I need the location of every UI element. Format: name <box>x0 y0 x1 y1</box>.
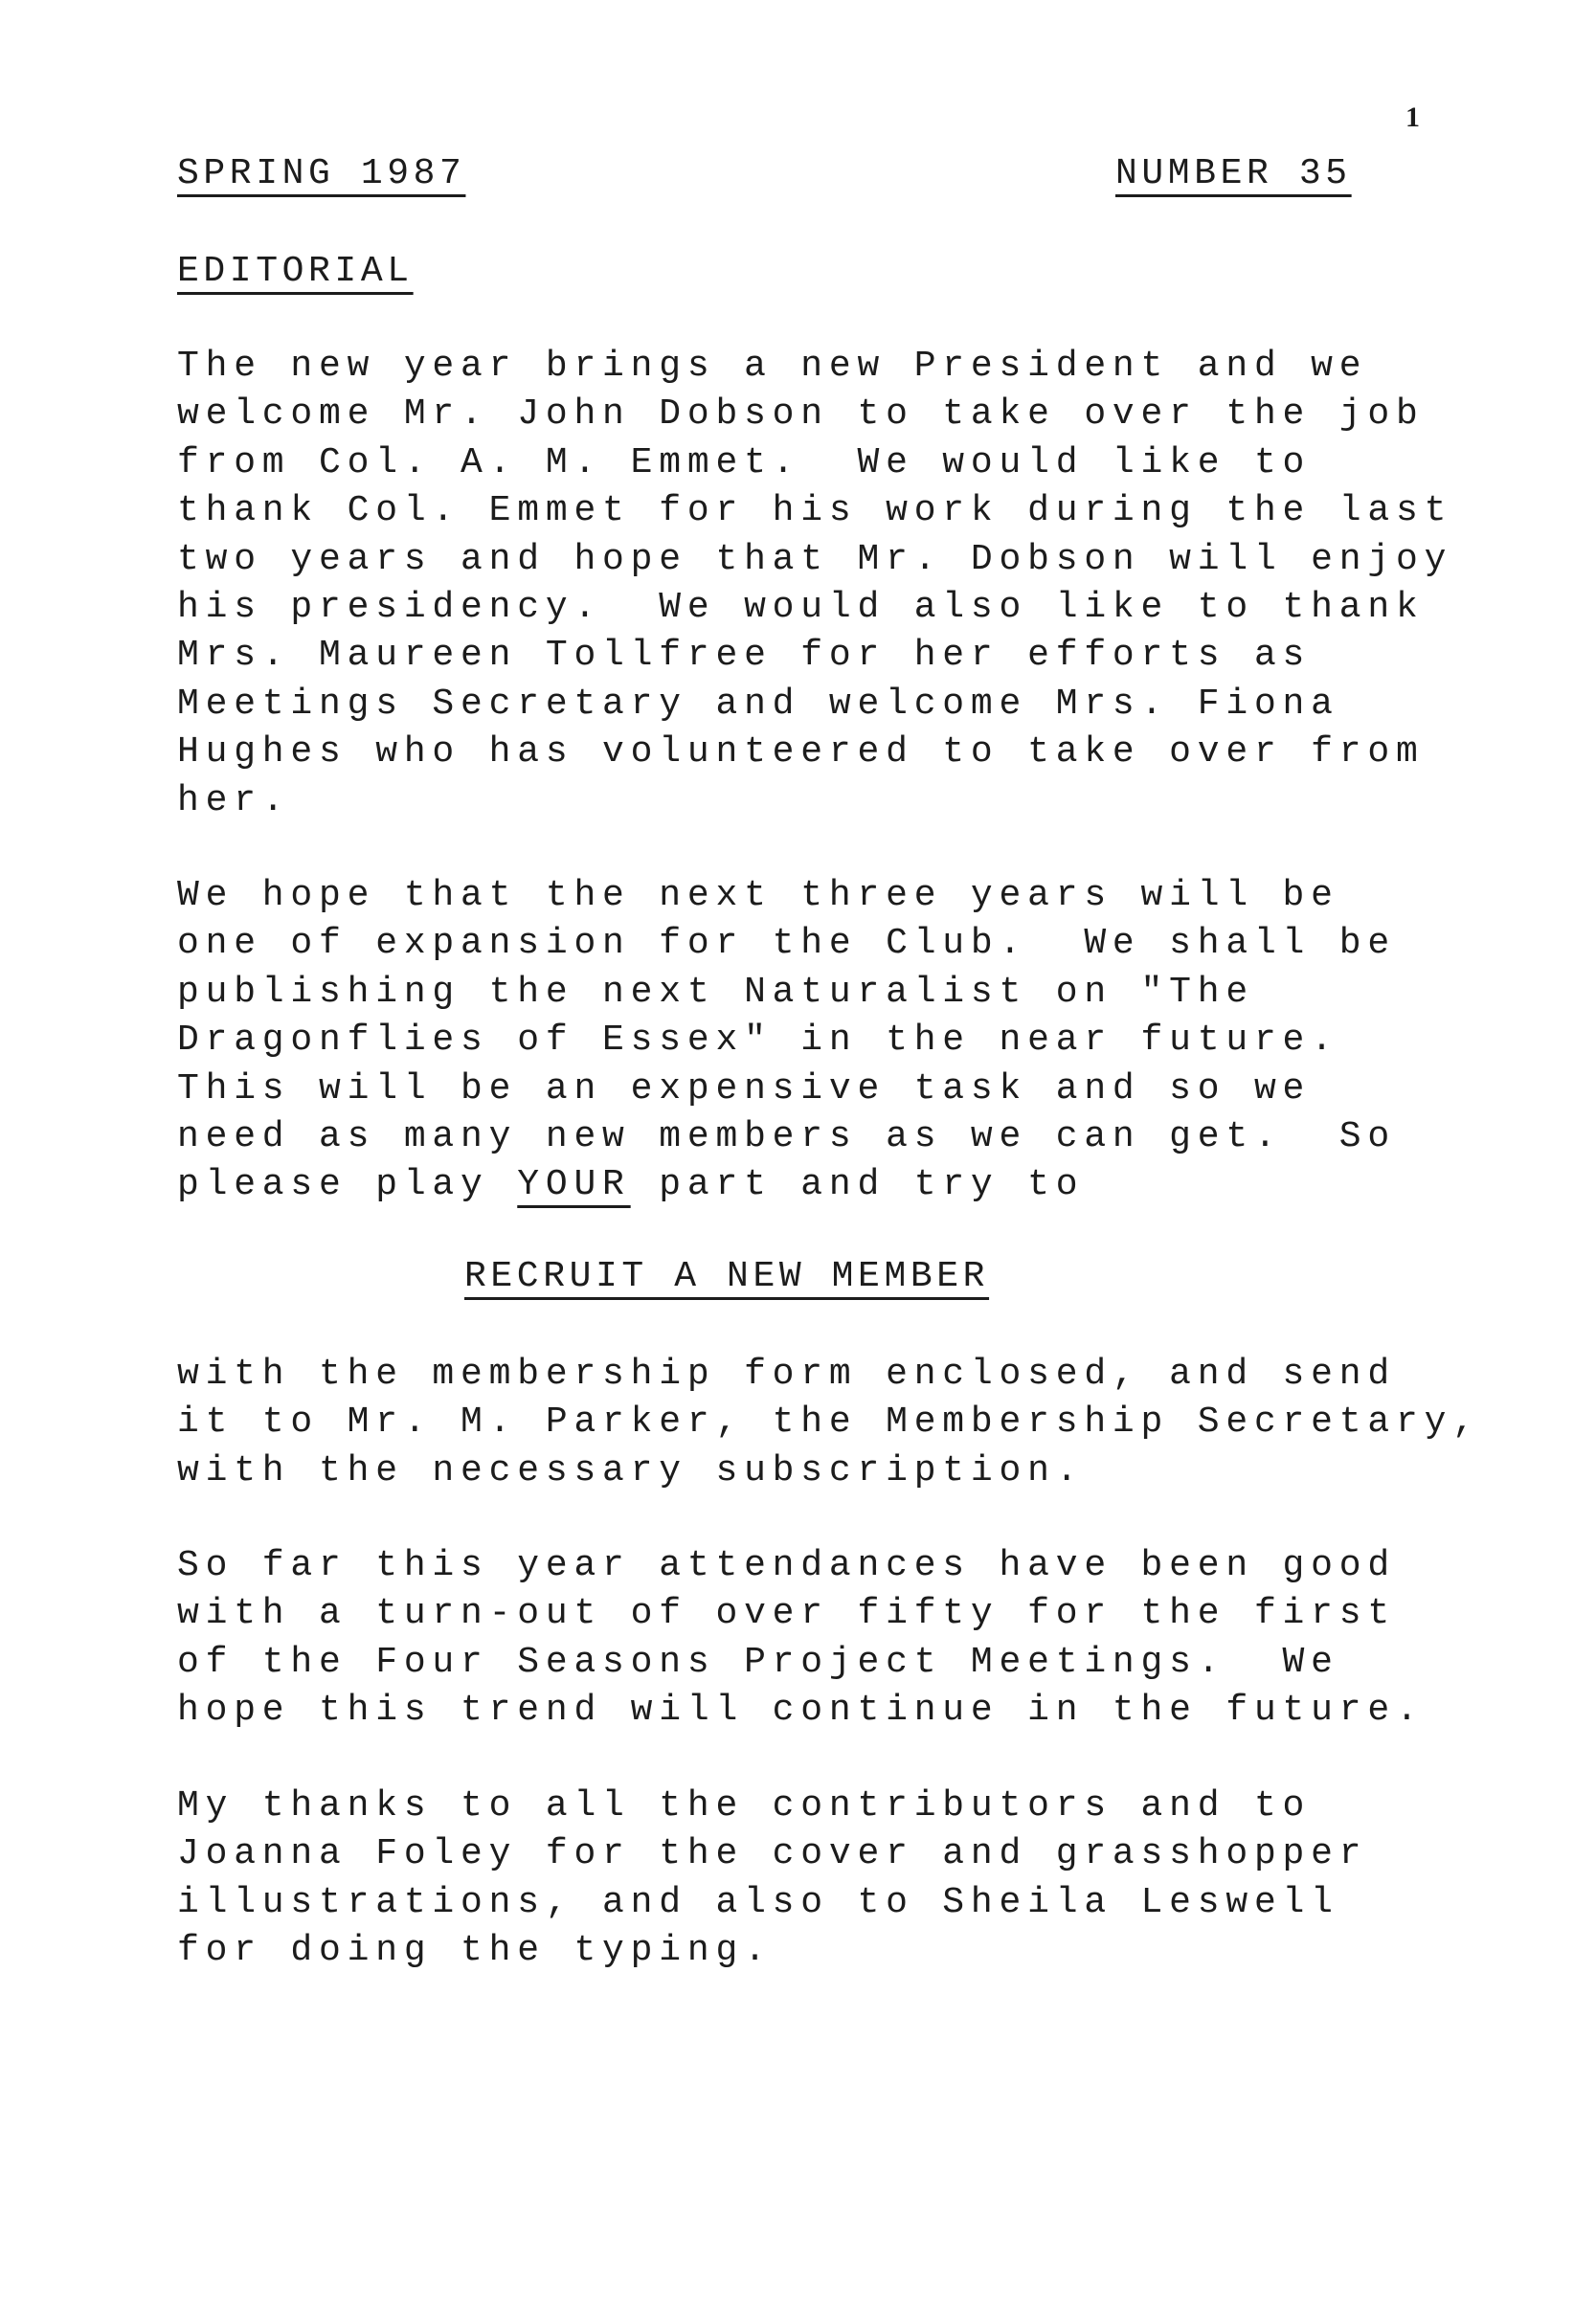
section-title: EDITORIAL <box>177 251 414 292</box>
paragraph-expansion <box>177 872 1396 1210</box>
paragraph-thanks: My thanks to all the contributors and to Joanna Foley for the cover and grasshopper illustrations, and also to Sheila Leswell for doing the typing. <box>177 1785 1368 1972</box>
paragraph-new-president: The new year brings a new President and we welcome Mr. John Dobson to take over the job from Col. A. M. Emmet. We would like to thank Col. Emmet for his work during the last two years and hope that Mr. Dobson will enjoy his presidency. We would also like to thank Mrs. Maureen Tollfree for her efforts as Meetings Secretary and welcome Mrs. Fiona Hughes who has volunteered to take over from her. <box>177 346 1453 821</box>
paragraph-attendances: So far this year attendances have been good with a turn-out of over fifty for the first of the Four Seasons Project Meetings. We hope this trend will continue in the future. <box>177 1545 1425 1732</box>
paragraph-expansion-last-end: part and try to <box>630 1164 1085 1206</box>
paragraph-expansion-last-start: please play <box>177 1164 518 1206</box>
recruit-banner: RECRUIT A NEW MEMBER <box>464 1256 990 1297</box>
paragraph-membership-form: with the membership form enclosed, and send it to Mr. M. Parker, the Membership Secretary, with the necessary subscription. <box>177 1354 1481 1491</box>
paragraph-expansion-lines: We hope that the next three years will be one of expansion for the Club. We shall be publishing the next Naturalist on "The Dragonflies of Essex" in the near future. This will be an expensive task and so we need as many new members as we can get. So <box>177 875 1396 1158</box>
issue-date: SPRING 1987 <box>177 153 466 194</box>
emphasis-your: YOUR <box>517 1164 631 1206</box>
page-number: 1 <box>1405 101 1420 133</box>
issue-number: NUMBER 35 <box>1115 153 1352 194</box>
